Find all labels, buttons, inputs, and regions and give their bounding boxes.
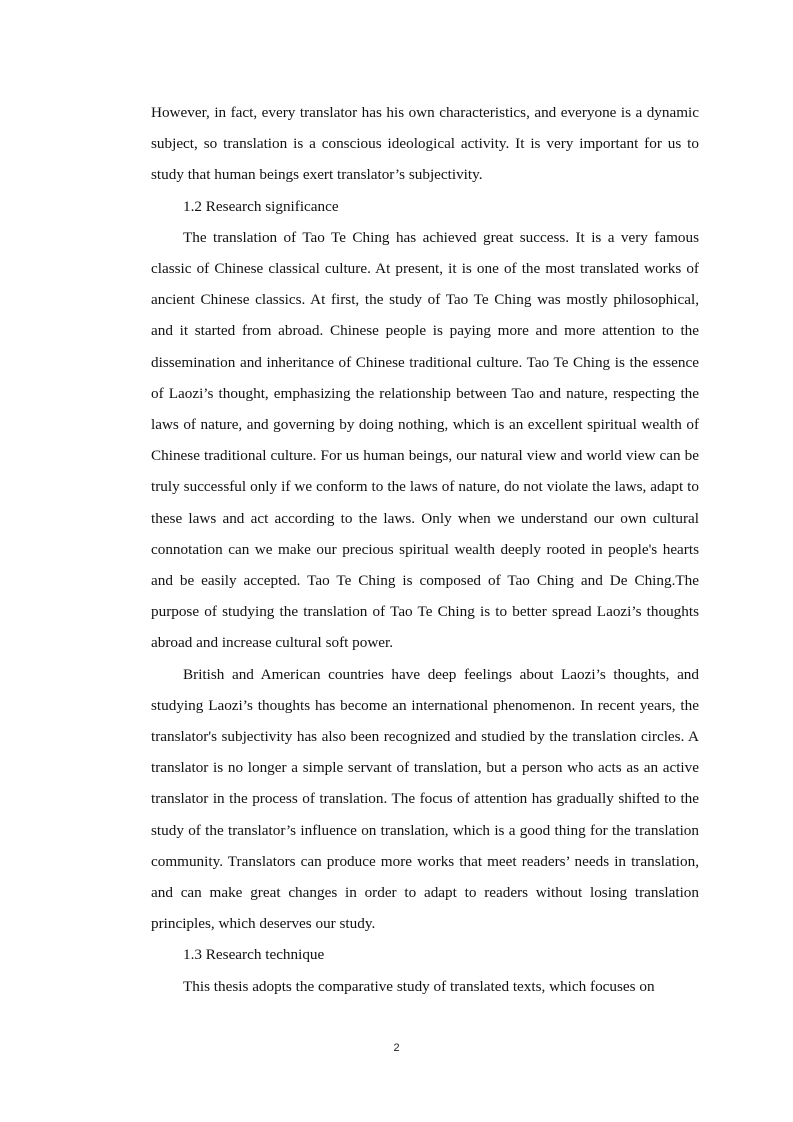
body-paragraph: British and American countries have deep feelings about Laozi’s thoughts, and studying Laozi’s thoughts has become an international phenomenon. In recent years, the translator's subjectivity has also been recognized and studied by the translation circles. A translator is no longer a simple servant of translation, but a person who acts as an active translator in the process of translation. The focus of attention has gradually shifted to the study of the translator’s influence on translation, which is a good thing for the translation community. Translators can produce more works that meet readers’ needs in translation, and can make great changes in order to adapt to readers without losing translation principles, which deserves our study. [151, 665, 699, 933]
body-paragraph: This thesis adopts the comparative study of translated texts, which focuses on [183, 977, 655, 995]
page-number: 2 [393, 1042, 400, 1054]
section-heading-research-significance: 1.2 Research significance [183, 197, 339, 215]
page-content [151, 97, 699, 1002]
body-paragraph: The translation of Tao Te Ching has achieved great success. It is a very famous classic of Chinese classical culture. At present, it is one of the most translated works of ancient Chinese classics. At first, the study of Tao Te Ching was mostly philosophical, and it started from abroad. Chinese people is paying more and more attention to the dissemination and inheritance of Chinese traditional culture. Tao Te Ching is the essence of Laozi’s thought, emphasizing the relationship between Tao and nature, respecting the laws of nature, and governing by doing nothing, which is an excellent spiritual wealth of Chinese traditional culture. For us human beings, our natural view and world view can be truly successful only if we conform to the laws of nature, do not violate the laws, adapt to these laws and act according to the laws. Only when we understand our own cultural connotation can we make our precious spiritual wealth deeply rooted in people's hearts and be easily accepted. Tao Te Ching is composed of Tao Ching and De Ching.The purpose of studying the translation of Tao Te Ching is to better spread Laozi’s thoughts abroad and increase cultural soft power. [151, 228, 699, 652]
continuation-paragraph: However, in fact, every translator has his own characteristics, and everyone is a dynamic subject, so translation is a conscious ideological activity. It is very important for us to study that human beings exert translator’s subjectivity. [151, 104, 699, 184]
section-heading-research-technique: 1.3 Research technique [183, 946, 325, 964]
